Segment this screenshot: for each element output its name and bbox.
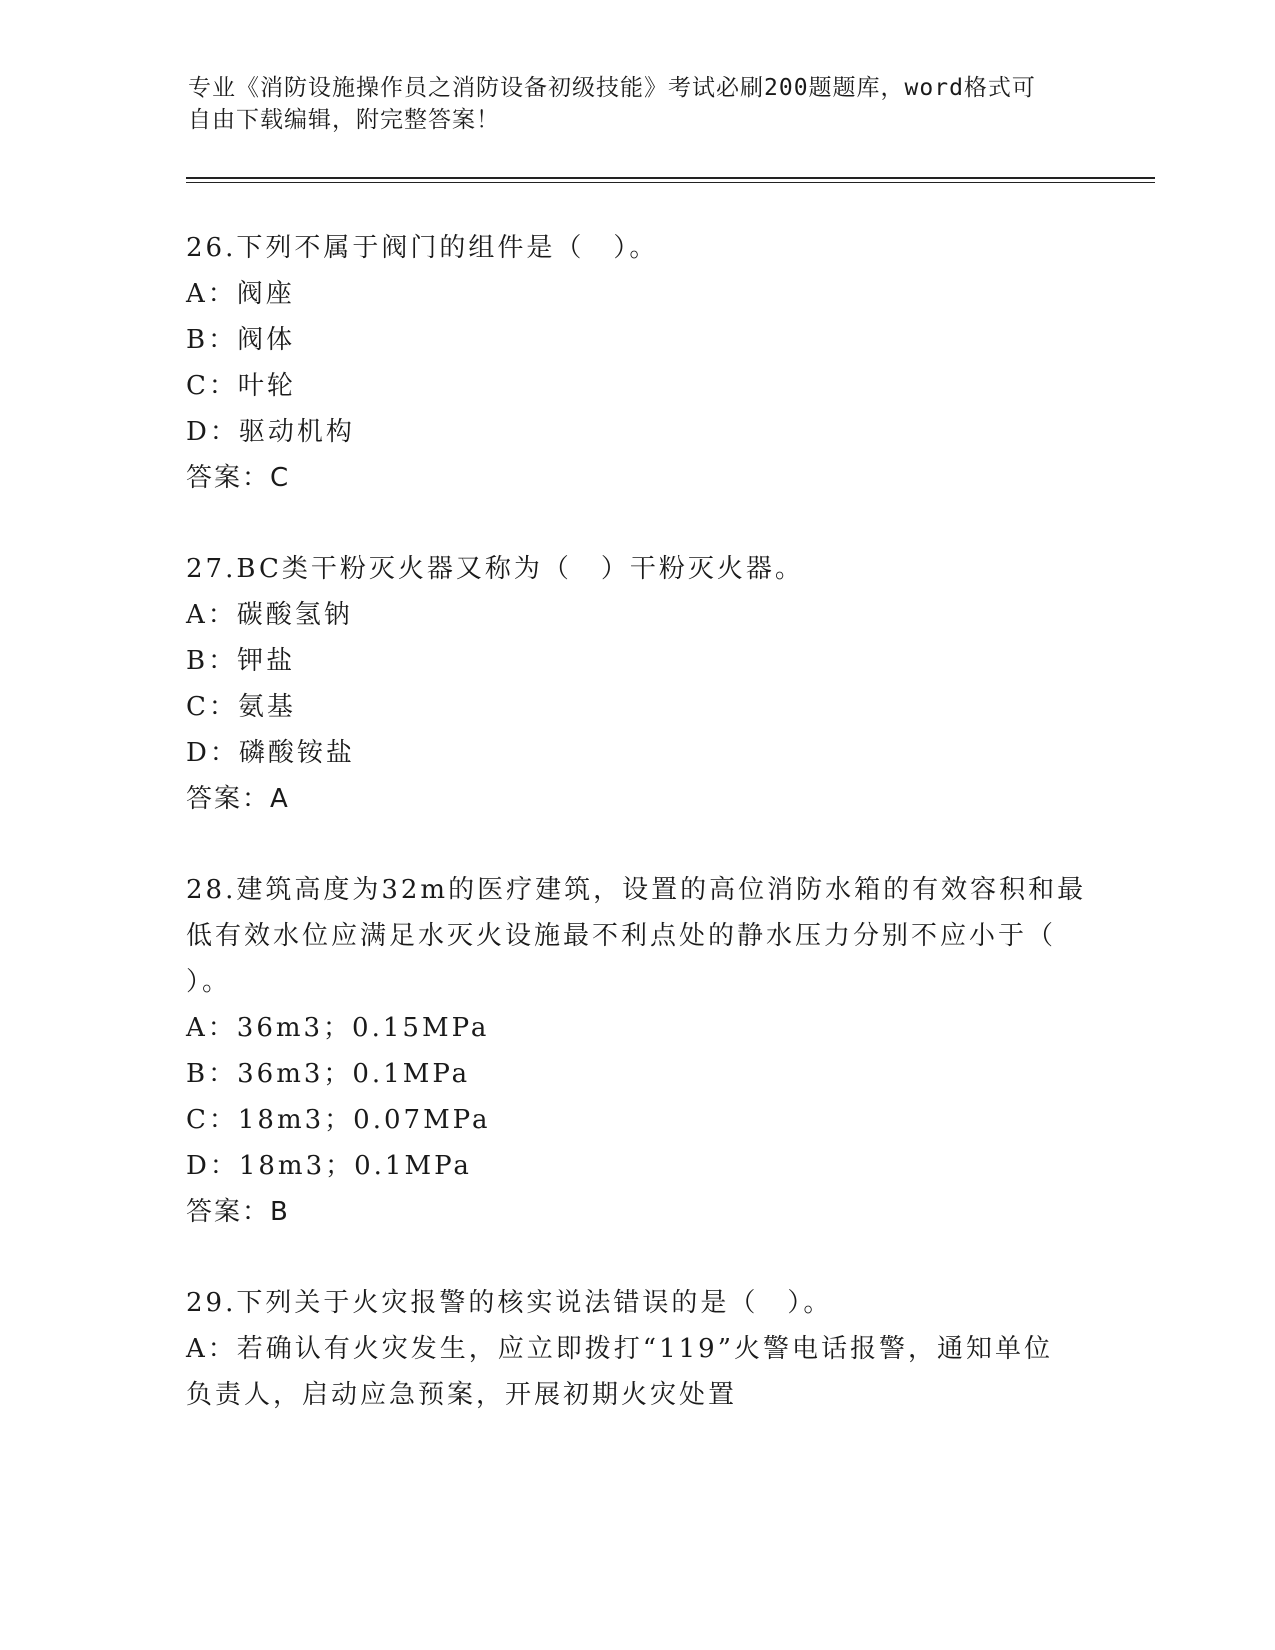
- header-divider-thin: [186, 182, 1155, 183]
- question-27: [186, 546, 1086, 822]
- document-header: [188, 72, 1088, 136]
- option-b: B：钾盐: [186, 646, 296, 676]
- question-stem: 27.BC类干粉灭火器又称为（ ）干粉灭火器。: [186, 554, 804, 584]
- option-c: C：叶轮: [186, 371, 296, 401]
- answer-line: 答案：A: [186, 784, 290, 814]
- question-28: [186, 867, 1086, 1235]
- header-divider-thick: [186, 177, 1155, 179]
- option-a: A：36m3；0.15MPa: [186, 1013, 490, 1043]
- question-29: [186, 1280, 1086, 1418]
- answer-line: 答案：C: [186, 463, 291, 493]
- question-stem-line-1: 28.建筑高度为32m的医疗建筑，设置的高位消防水箱的有效容积和最: [186, 875, 1087, 905]
- option-c: C：氨基: [186, 692, 296, 722]
- header-title-line-2: 自由下载编辑，附完整答案！: [188, 107, 500, 133]
- option-a: A：碳酸氢钠: [186, 600, 353, 630]
- option-d: D：18m3；0.1MPa: [186, 1151, 472, 1181]
- question-26: [186, 225, 1086, 501]
- question-stem-line-2: 低有效水位应满足水灭火设施最不利点处的静水压力分别不应小于（: [186, 921, 1057, 951]
- question-stem: 29.下列关于火灾报警的核实说法错误的是（ ）。: [186, 1288, 833, 1318]
- answer-line: 答案：B: [186, 1197, 290, 1227]
- option-b: B：阀体: [186, 325, 296, 355]
- option-d: D：磷酸铵盐: [186, 738, 355, 768]
- question-stem: 26.下列不属于阀门的组件是（ ）。: [186, 233, 659, 263]
- option-a-line-2: 负责人，启动应急预案，开展初期火灾处置: [186, 1380, 738, 1410]
- option-c: C：18m3；0.07MPa: [186, 1105, 491, 1135]
- header-title-line-1: 专业《消防设施操作员之消防设备初级技能》考试必刷200题题库，word格式可: [188, 75, 1036, 101]
- option-d: D：驱动机构: [186, 417, 355, 447]
- option-a: A：阀座: [186, 279, 295, 309]
- option-a-line-1: A：若确认有火灾发生，应立即拨打“119”火警电话报警，通知单位: [186, 1334, 1053, 1364]
- option-b: B：36m3；0.1MPa: [186, 1059, 471, 1089]
- question-stem-line-3: ）。: [186, 967, 232, 997]
